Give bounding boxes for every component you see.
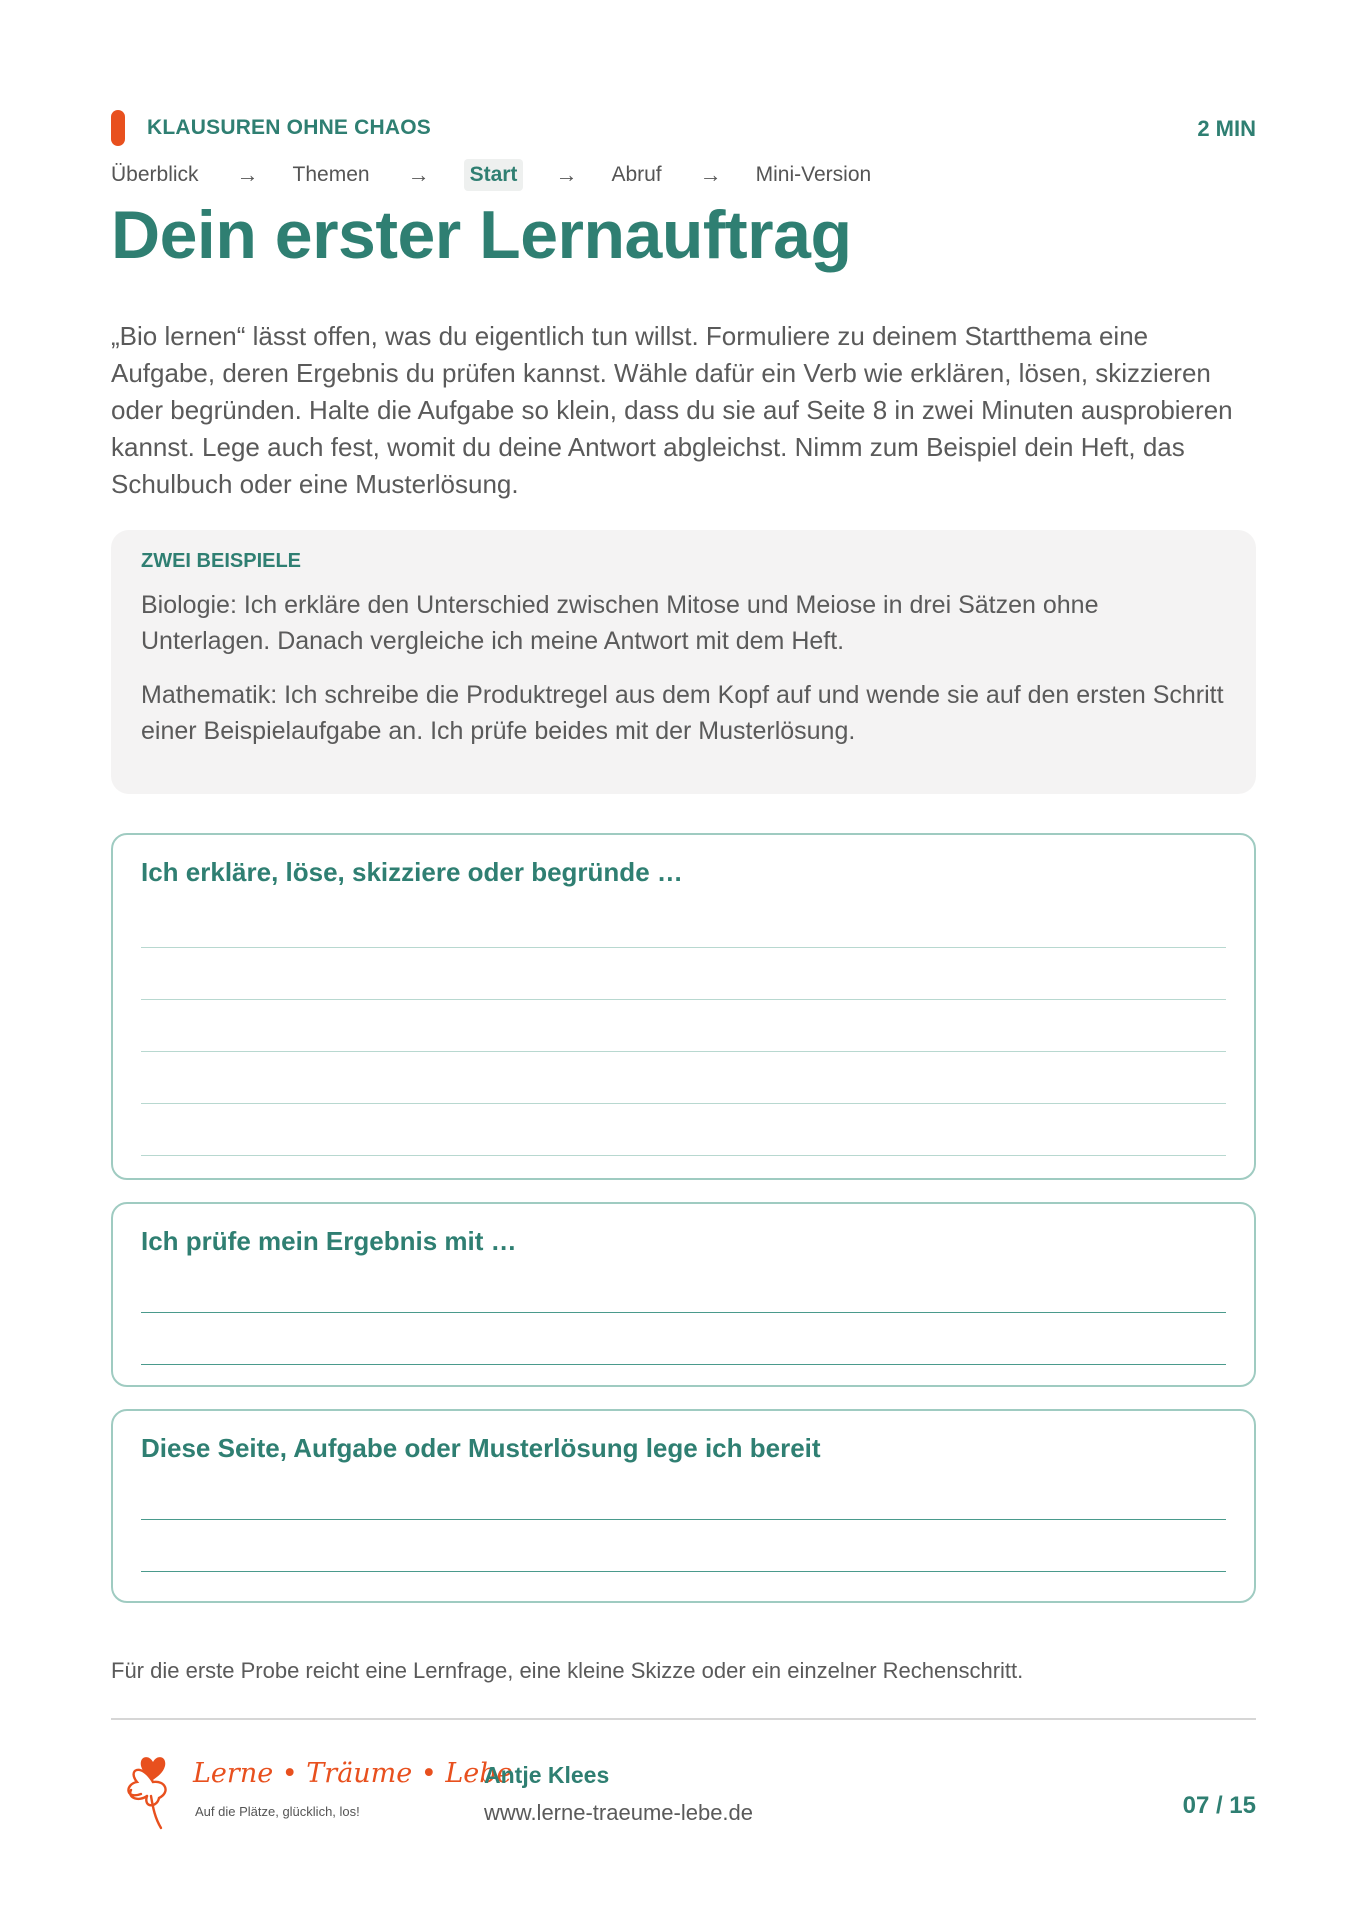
writing-line[interactable]: [141, 948, 1226, 1000]
writing-lines[interactable]: [141, 1468, 1226, 1572]
footer-divider: [111, 1718, 1256, 1720]
header-bar: [111, 110, 1256, 146]
arrow-right-icon: →: [699, 162, 722, 187]
writing-line[interactable]: [141, 1468, 1226, 1520]
breadcrumb-item-themen[interactable]: Themen: [292, 163, 370, 186]
task-field-label: Ich erkläre, löse, skizziere oder begründe …: [141, 857, 683, 887]
brand-logo: [119, 1752, 513, 1832]
page-number: 07 / 15: [1182, 1792, 1256, 1819]
example-biology: Biologie: Ich erkläre den Unterschied zwischen Mitose und Meiose in drei Sätzen ohne Unterlagen. Danach vergleiche ich meine Antwort mit dem Heft.: [141, 591, 1099, 655]
examples-box: [111, 530, 1256, 794]
arrow-right-icon: →: [407, 162, 430, 187]
writing-line[interactable]: [141, 1104, 1226, 1156]
task-field[interactable]: [111, 833, 1256, 1180]
check-field[interactable]: [111, 1202, 1256, 1387]
material-field[interactable]: [111, 1409, 1256, 1603]
logo-tagline: Auf die Plätze, glücklich, los!: [195, 1804, 360, 1819]
writing-line[interactable]: [141, 1313, 1226, 1365]
writing-lines[interactable]: [141, 896, 1226, 1156]
breadcrumb-item-mini-version[interactable]: Mini-Version: [755, 163, 872, 186]
writing-line[interactable]: [141, 1261, 1226, 1313]
example-math: Mathematik: Ich schreibe die Produktregel aus dem Kopf auf und wende sie auf den ersten Schritt einer Beispielaufgabe an. Ich prüfe beides mit der Musterlösung.: [141, 681, 1224, 745]
series-kicker: KLAUSUREN OHNE CHAOS: [147, 116, 432, 139]
writing-line[interactable]: [141, 1520, 1226, 1572]
writing-line[interactable]: [141, 1052, 1226, 1104]
material-field-label: Diese Seite, Aufgabe oder Musterlösung lege ich bereit: [141, 1433, 821, 1463]
check-field-label: Ich prüfe mein Ergebnis mit …: [141, 1226, 517, 1256]
arrow-right-icon: →: [555, 162, 578, 187]
website-link[interactable]: www.lerne-traeume-lebe.de: [484, 1800, 754, 1825]
arrow-right-icon: →: [236, 162, 259, 187]
page-title: Dein erster Lernauftrag: [111, 197, 852, 273]
writing-lines[interactable]: [141, 1261, 1226, 1365]
accent-marker: [111, 110, 125, 146]
writing-line[interactable]: [141, 1000, 1226, 1052]
breadcrumb-item-ueberblick[interactable]: Überblick: [111, 163, 199, 186]
clover-icon: [119, 1752, 189, 1832]
breadcrumb-item-abruf[interactable]: Abruf: [611, 163, 662, 186]
author-name: Antje Klees: [484, 1762, 610, 1788]
intro-paragraph: „Bio lernen“ lässt offen, was du eigentlich tun willst. Formuliere zu deinem Startthema eine Aufgabe, deren Ergebnis du prüfen kannst. Wähle dafür ein Verb wie erklären, lösen, skizzieren oder begründen. Halte die Aufgabe so klein, dass du sie auf Seite 8 in zwei Minuten ausprobieren kannst. Lege auch fest, womit du deine Antwort abgleichst. Nimm zum Beispiel dein Heft, das Schulbuch oder eine Musterlösung.: [111, 321, 1233, 499]
breadcrumb-item-start[interactable]: Start: [464, 159, 524, 191]
logo-wordmark: Lerne • Träume • Lebe: [193, 1758, 513, 1789]
breadcrumb: [111, 158, 877, 192]
writing-line[interactable]: [141, 896, 1226, 948]
duration-badge: 2 MIN: [1197, 116, 1256, 141]
examples-label: ZWEI BEISPIELE: [141, 550, 302, 572]
hint-note: Für die erste Probe reicht eine Lernfrage, eine kleine Skizze oder ein einzelner Rechenschritt.: [111, 1658, 1024, 1683]
